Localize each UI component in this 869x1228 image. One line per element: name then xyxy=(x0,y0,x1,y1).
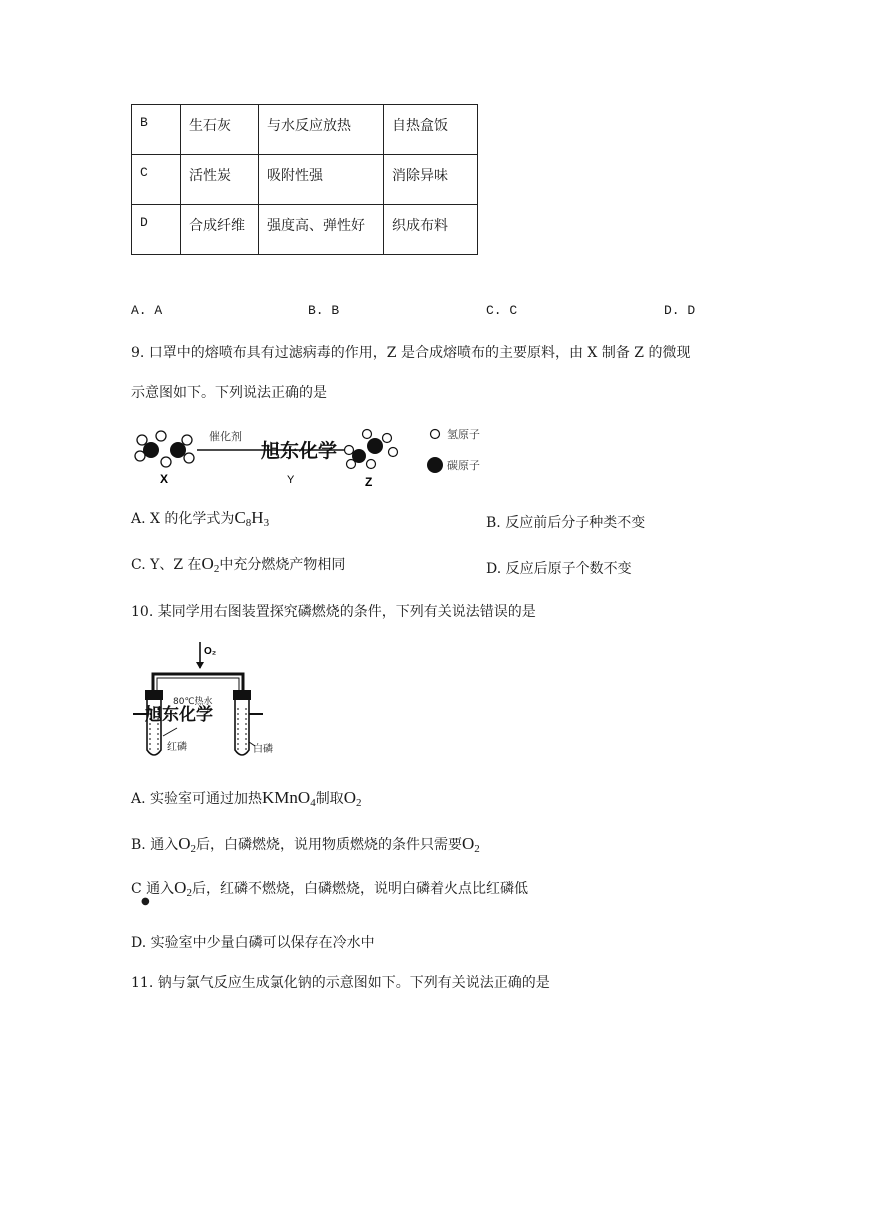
formula-sub: 2 xyxy=(355,797,362,809)
legend-carbon: 碳原子 xyxy=(447,459,480,472)
formula xyxy=(234,508,269,527)
row-use: 自热盒饭 xyxy=(384,105,478,155)
table-row xyxy=(132,205,478,255)
row-label: C xyxy=(132,155,181,205)
row-material: 合成纤维 xyxy=(181,205,259,255)
row-use: 消除异味 xyxy=(384,155,478,205)
formula-sub: 8 xyxy=(245,517,252,529)
q10-choice-a xyxy=(131,788,361,809)
formula xyxy=(262,788,316,807)
q9-choice-c xyxy=(131,554,345,575)
q9-molecule-diagram xyxy=(131,420,511,492)
water-label: 80℃热水 xyxy=(173,697,213,707)
choice-c-suffix: 后，红磷不燃烧，白磷燃烧，说明白磷着火点比红磷低 xyxy=(191,881,528,897)
molecule-z-icon xyxy=(345,430,398,469)
options-table xyxy=(131,104,478,255)
red-phosphorus-label: 红磷 xyxy=(167,742,187,753)
formula-h: H xyxy=(251,508,264,527)
formula-o: O xyxy=(461,834,475,853)
formula-o: O xyxy=(178,834,191,853)
q8-choice-c: C. C xyxy=(486,303,518,318)
q9-choice-a xyxy=(131,508,269,529)
q10-choice-b xyxy=(131,834,480,855)
label-z: Z xyxy=(365,475,373,489)
table-row xyxy=(132,105,478,155)
choice-a-mid: 制取 xyxy=(315,791,344,807)
choice-a-prefix: A. X 的化学式为 xyxy=(131,511,235,527)
q9-choice-b: B. 反应前后分子种类不变 xyxy=(486,515,646,531)
formula xyxy=(202,554,220,573)
q8-choice-b: B. B xyxy=(308,303,340,318)
row-property: 强度高、弹性好 xyxy=(259,205,384,255)
hydrogen-legend-icon xyxy=(431,430,440,439)
q10-stem: 10. 某同学用右图装置探究磷燃烧的条件，下列有关说法错误的是 xyxy=(131,604,536,620)
formula-sub: 2 xyxy=(190,843,196,855)
formula xyxy=(174,878,192,897)
formula xyxy=(178,834,196,853)
row-material: 活性炭 xyxy=(181,155,259,205)
molecule-x-icon xyxy=(135,431,194,467)
formula-sub: 4 xyxy=(310,797,316,809)
row-use: 织成布料 xyxy=(384,205,478,255)
q9-stem-line2: 示意图如下。下列说法正确的是 xyxy=(131,385,327,401)
choice-b-mid: 后，白磷燃烧，说用物质燃烧的条件只需要 xyxy=(195,837,462,853)
row-property: 吸附性强 xyxy=(259,155,384,205)
legend-hydrogen: 氢原子 xyxy=(447,428,480,441)
row-label: B xyxy=(132,105,181,155)
formula-sub: 3 xyxy=(263,517,270,529)
q10-apparatus-diagram xyxy=(131,638,281,764)
formula-c: C xyxy=(234,508,246,527)
formula-sub: 2 xyxy=(474,843,480,855)
choice-c-prefix: C 通入 xyxy=(131,881,175,897)
formula-o: O xyxy=(201,554,214,573)
q8-choice-a: A. A xyxy=(131,303,163,318)
stray-dot: ● xyxy=(141,896,150,907)
choice-c-prefix: C. Y、Z 在 xyxy=(131,557,202,573)
catalyst-label: 催化剂 xyxy=(209,430,242,443)
q11-stem: 11. 钠与氯气反应生成氯化钠的示意图如下。下列有关说法正确的是 xyxy=(131,975,550,991)
gas-label: O₂ xyxy=(204,646,217,657)
formula-sub: 2 xyxy=(186,887,192,899)
choice-a-prefix: A. 实验室可通过加热 xyxy=(131,791,263,807)
row-material: 生石灰 xyxy=(181,105,259,155)
formula xyxy=(344,788,362,807)
q9-stem-line1: 9. 口罩中的熔喷布具有过滤病毒的作用，Z 是合成熔喷布的主要原料，由 X 制备 Z 的微现 xyxy=(131,345,691,361)
table-row xyxy=(132,155,478,205)
formula-sub: 2 xyxy=(213,563,220,575)
q10-choice-c xyxy=(131,878,528,899)
formula-o: O xyxy=(174,878,187,897)
choice-c-suffix: 中充分燃烧产物相同 xyxy=(219,557,346,573)
q10-choice-d: D. 实验室中少量白磷可以保存在冷水中 xyxy=(131,935,375,951)
row-label: D xyxy=(132,205,181,255)
q9-choice-d: D. 反应后原子个数不变 xyxy=(486,561,632,577)
label-y: Y xyxy=(287,474,295,486)
formula xyxy=(462,834,480,853)
label-x: X xyxy=(160,472,169,486)
white-phosphorus-label: 白磷 xyxy=(253,744,273,755)
q8-choice-d: D. D xyxy=(664,303,696,318)
row-property: 与水反应放热 xyxy=(259,105,384,155)
formula-o: O xyxy=(343,788,356,807)
choice-b-prefix: B. 通入 xyxy=(131,837,179,853)
carbon-legend-icon xyxy=(427,457,443,473)
watermark: 旭东化学 xyxy=(145,705,213,725)
formula-kmno: KMnO xyxy=(262,788,311,807)
watermark: 旭东化学 xyxy=(261,440,338,462)
